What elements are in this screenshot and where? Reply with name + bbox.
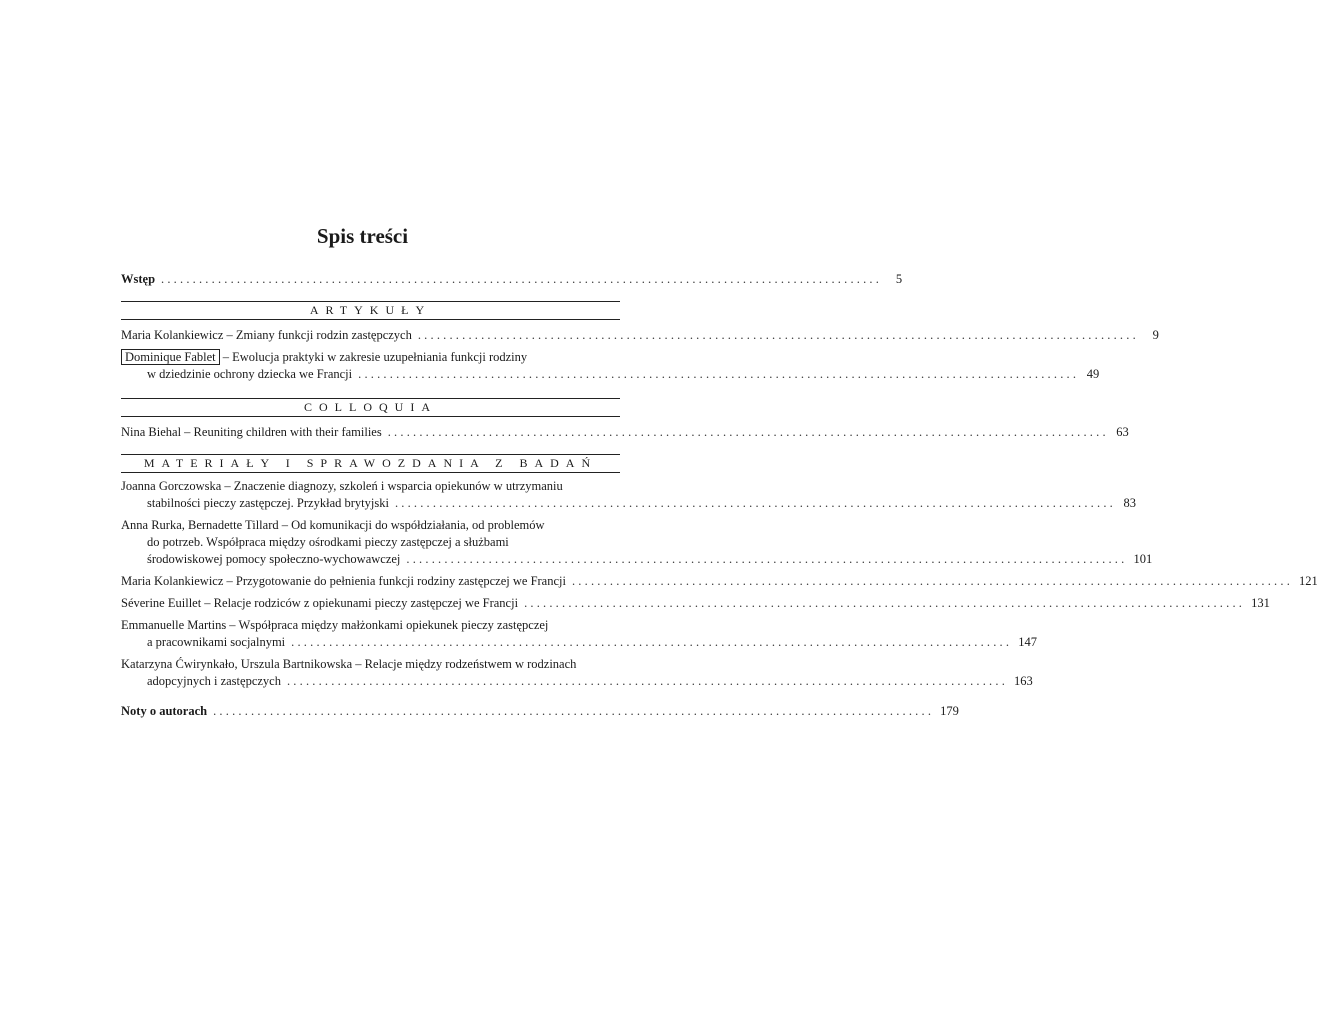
leader-dots: .................................................................................................................. [291, 635, 1013, 649]
section-heading: MATERIAŁY I SPRAWOZDANIA Z BADAŃ [121, 454, 620, 473]
leader-dots: .................................................................................................................. [394, 496, 1116, 510]
toc-entry-title: Maria Kolankiewicz – Zmiany funkcji rodzin zastępczych [121, 328, 412, 342]
toc-entry-title-cont: adopcyjnych i zastępczych [147, 674, 281, 688]
toc-entry-page: 9 [1152, 328, 1159, 342]
toc-entry-title-cont: a pracownikami socjalnymi [147, 635, 286, 649]
toc-entry-page: 83 [1123, 496, 1136, 510]
toc-entry [121, 349, 1100, 383]
toc-entry-page: 179 [940, 704, 959, 718]
toc-entry [121, 517, 1153, 568]
leader-dots: .................................................................................................................. [387, 425, 1109, 439]
toc-entry [121, 573, 1318, 590]
toc-entry-title: Emmanuelle Martins – Współpraca między małżonkami opiekunek pieczy zastępczej [121, 618, 549, 632]
toc-entry [121, 424, 1129, 441]
toc-entry [121, 327, 1159, 344]
toc-entry-title: Noty o autorach [121, 704, 208, 718]
section-heading: COLLOQUIA [121, 398, 620, 417]
leader-dots: .................................................................................................................. [417, 328, 1139, 342]
leader-dots: .................................................................................................................. [524, 596, 1246, 610]
page-title: Spis treści [316, 224, 409, 248]
leader-dots: .................................................................................................................. [161, 272, 883, 286]
toc-entry-title: Nina Biehal – Reuniting children with their families [121, 425, 382, 439]
leader-dots: .................................................................................................................. [286, 674, 1009, 688]
toc-entry-title-cont: stabilności pieczy zastępczej. Przykład brytyjski [147, 496, 389, 510]
toc-entry-title: – Ewolucja praktyki w zakresie uzupełniania funkcji rodziny [219, 350, 528, 364]
toc-entry-page: 101 [1133, 552, 1153, 566]
leader-dots: .................................................................................................................. [571, 574, 1294, 588]
toc-entry-title: Joanna Gorczowska – Znaczenie diagnozy, szkoleń i wsparcia opiekunów w utrzymaniu [121, 479, 563, 493]
toc-entry-page: 49 [1086, 367, 1100, 381]
toc-entry-page: 163 [1014, 674, 1033, 688]
leader-dots: .................................................................................................................. [213, 704, 935, 718]
leader-dots: .................................................................................................................. [406, 552, 1128, 566]
toc-entry-page: 147 [1018, 635, 1037, 649]
toc-entry [121, 656, 1033, 690]
toc-entry-page: 5 [895, 272, 903, 286]
toc-entry-title: Wstęp [121, 272, 156, 286]
toc-entry-title-cont: środowiskowej pomocy społeczno-wychowawczej [147, 552, 401, 566]
toc-entry-title: Maria Kolankiewicz – Przygotowanie do pełnienia funkcji rodziny zastępczej we Francji [121, 574, 566, 588]
toc-entry-title-cont: do potrzeb. Współpraca między ośrodkami pieczy zastępczej a służbami [147, 535, 509, 549]
toc-entry-title: Anna Rurka, Bernadette Tillard – Od komunikacji do współdziałania, od problemów [121, 518, 545, 532]
toc-entry [121, 595, 1270, 612]
toc-entry-page: 63 [1116, 425, 1129, 439]
toc-entry [121, 617, 1037, 651]
section-heading: ARTYKUŁY [121, 301, 620, 320]
toc-entry-notes [121, 703, 959, 720]
toc-entry-page: 131 [1251, 596, 1270, 610]
toc-entry [121, 478, 1136, 512]
toc-entry-intro [121, 271, 903, 288]
author-name-box: Dominique Fablet [121, 349, 220, 365]
toc-entry-title: Séverine Euillet – Relacje rodziców z opiekunami pieczy zastępczej we Francji [121, 596, 519, 610]
toc-entry-title: Katarzyna Ćwirynkało, Urszula Bartnikowska – Relacje między rodzeństwem w rodzinach [121, 657, 577, 671]
toc-entry-page: 121 [1299, 574, 1318, 588]
toc-entry-title-cont: w dziedzinie ochrony dziecka we Francji [147, 367, 353, 381]
leader-dots: .................................................................................................................. [358, 367, 1080, 381]
